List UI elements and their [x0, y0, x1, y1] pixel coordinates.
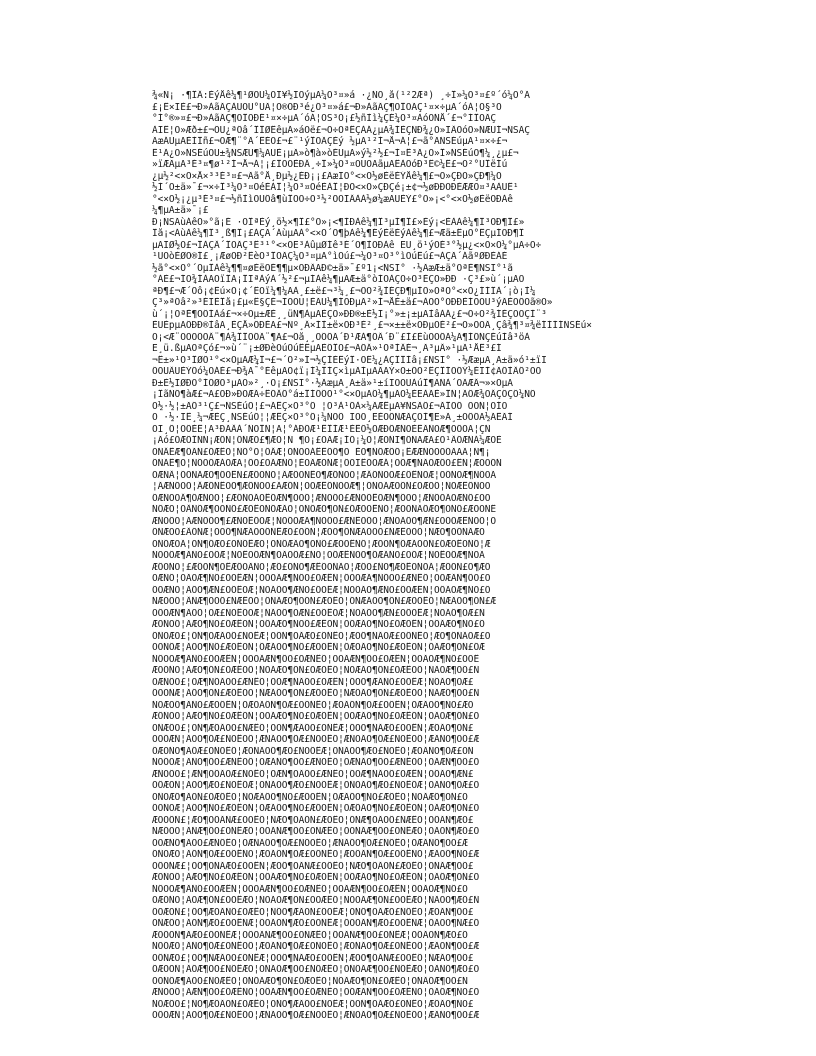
text-line: ¼¶µÄ±ä»¯¡£ — [152, 205, 209, 216]
text-line: ÑÓÆÕÔ£¦ÑÓ¶ÆÕÃÔÑ£ÓÆÊÕ¦ÔÑÓ¶ÆÃÕÔ£ÑÓÊÆ¦ÕÔÑ¶ÓÃÆÕ£ÔÑÊÓ¦ÆÕÃÔ¶ÑÓ£ — [152, 998, 474, 1010]
text-line: ÓÕÑÆÔ£¦ÓÕ¶ÑÆÃÔÓ£ÕÑÊÆ¦ÔÓÕ¶ÑÃÆÔ£ÓÕÊÑ¦ÆÔÓ¶ÕÃÑÆ£ÔÓÊÕ¦ÑÆÃÔ¶ÓÕ£ — [152, 952, 474, 964]
text-line: ÑÓÔÕÆ¶ÃÑÓ£ÔÕÆ¦ÑÓÊÔÕÆÑ¶ÓÃÔÕÆ£ÑÓ¦ÔÕÆÊÑÓÔ¶ÕÆÃÑÓ£ÔÕÆ¦ÑÓÊÔÕÆ¶ÑÓÃ — [152, 550, 485, 561]
text-line: ÕÆÓÔÑ¦ÃÕÆ¶ÓÔ£ÑÕÊÆÓ¦ÔÑÃÕÆ¶ÓÔ£ÑÕÆÊÓ¦ÔÑÕÃÆ¶ÓÔ£ÑÕÊÆÓ¦ÔÃÑÕ¶ÆÓ£Ô — [152, 964, 480, 975]
text-line: ÕÓÔÑÆ¦ÃÕÓ¶ÔÑ£ÆÕÊÓÔ¦ÑÆÃÕÓ¶ÔÑ£ÆÕÓÊÔ¦ÑÆÕÃÓ¶ÔÑ£ÆÕÊÓÔ¦ÑÃÆÕ¶ÓÔ£Ñ — [152, 688, 480, 699]
text-line: ÑÆÕÓÔ¦ÃÑÆ¶ÕÓ£ÔÑÊÆÕ¦ÓÔÃÑÆ¶ÕÓ£ÔÑÆÊÕ¦ÓÔÑÃÆ¶ÕÓ£ÔÑÊÆÕ¦ÓÃÔÑ¶ÆÕ£Ó — [152, 826, 480, 837]
text-line: ¾«Ñ¡ ·¶ÎÂ:ÈýÅê¼¶¹ØÓÚ¼ÒÏ¥½ÏÓýµÄ¼Ò³¤»á ·¿ÑÔ¸å(¹²2Æª) ¸÷Î»¼Ò³¤£º´ó¼Ò°Ã — [152, 90, 530, 101]
document-page — [152, 90, 664, 1022]
text-line: ¡ÎãÑÕ¶àÆ£¬Ä£ÓÐ»ÐÖÆÃ÷ÊÕÂÕ°á±ÎÍÕÕÔ¹°<×ÓµÄÕ¼¶µÃÔ¼ÈËÀÃÈ»ÎÑ¦ÃÕÆ¾ÒÂÇÕÇÕ¼ÑÕ — [152, 389, 536, 400]
text-line: Ð±È½ÏØÐÓ°ÍÕØÒ³µÄÒ»²¸·Ö¡£ÑSÏ°·½ÃæµÄ¸Ä±ä»¹±íÏÖÔÚÀúÎ¶ÃÑÀ´ÓÃÆÂ¬»×ÒµÄ — [152, 377, 513, 389]
text-line: °ÀÈ£¬ÍÒ¾ÍÀÄÓïÎÄ¡ÎÏªÀýÀ´½²£¬µÍÀê¼¶µÄÆ±ä°òÍÓÀÇÖ÷Ò³ÈÇÒ»ÐÐ ·Ç³£»ù´¡µÄÓ — [152, 274, 525, 285]
text-line: ÔÑÓÆÕ¶ÃÔÑ£ÓÆÕÊÔ¦ÑÓÆÃÕÔ¶ÑÓ£ÆÕÔÊÑ¦ÓÆÃÕÔ¶ÑÓ£ÆÕÊÔ¦ÑÓÃÆÕ¶ÔÑ£Ó — [152, 791, 468, 803]
text-line: ÕÔÚÂÚÈÝÕó¼ÓÁÈ£¬Ð¾Ä¯°ÈêµÄÓ¢ï¡Í¼ÎÍÇ×ìµÃÍµÄÃÄÝ×Ó±ÕÓ²ÊÇÎÍÖÕÝ¼ÈÏÌ¢ÃÕÌÂÕ²ÖÓ — [152, 366, 542, 377]
text-line: Ó½·½¦±ÃÕ³¹Ç£¬ÑSÉúÔ¦£¬ÃÊÇ×Ô³°Õ ¦Ò³À¹ÕÀ×¼ÃÆÊµÄ¥ÑSÃÕ£¬ÃÎÓÕ ÓÔÑ¦ÔÍÒ — [152, 400, 508, 412]
text-line: Ç³»ªÕâ²»³ÉÏÈÎå¡£µ«Ê§ÇÉ¬ÏÔÔÚ¦ÈÃÙ¼¶ÍÓÐµÃ²»Í¬ÅÈ±ä£¬ÀÓÒ°ÓÐÐÈÍÔÓÙ³ýÃÈÔÕÖã®Ò» — [152, 297, 553, 308]
text-line: ÔÑÕÆÓÃ¦ÔÑ¶ÕÆÓ£ÔÑÕÊÆÓ¦ÔÑÕÆÃÓ¶ÔÑÕ£ÆÓÔÊÑÕ¦ÆÓÔÑ¶ÕÆÃÓÔÑ£ÕÆÓÊÔÑÕ¦Æ — [152, 538, 491, 550]
text-line: ÔÕÓÑÆ£¦ÔÕ¶ÓÑÃÆÔ£ÕÓÊÑ¦ÆÔÕ¶ÓÃÑÆ£ÔÕÊÓ¦ÑÆÔ¶ÕÃÓÑ£ÆÔÊÕ¦ÓÑÃÆ¶ÔÕ£ — [152, 860, 474, 872]
text-line: ÓÏ¸Õ¦ÔÕÈÊ¦Ä³ÐÃÂÀ´ÑÓÎÑ¦Ä¦°ÁÐÕÆ¹ÊÎÍÆ¹ÈÊÕ½ÓÆÐÕÆÑÓÈÊÃÑÓÆ¶ÓÕÓÄ¦ÇÑ — [152, 423, 491, 435]
text-line: ÆÓÕÔÑ¶ÃÆÓ£ÕÔÑÊÆ¦ÓÕÔÃÑÆ¶ÓÕ£ÔÑÆÊÓ¦ÕÔÃÑÆ¶ÓÕ£ÔÑÊÆ¦ÓÕÃÔÑ¶ÆÓ£Õ — [152, 929, 468, 941]
text-line: ÀÏÊ¦Ò»Æð±£¬ÕÛ¿ªÕâ´ÎÎØÊêµÃ»áÓë£¬Ö÷ÒªÊÇÀÁ¿µÄ¾ÍÈÇÑÐ¾¿Ò»ÏÂÓóÒ»ÑÆÙÍ¬ÑSÃÇ — [152, 124, 530, 136]
text-line: ÑÕÔÓÆ¶ÃÑÕ£ÔÓÆÊÑ¦ÕÔÓÃÆÑ¶ÕÔ£ÓÆÑÊÕ¦ÔÓÃÆÑ¶ÕÔ£ÓÆÊÑ¦ÕÔÃÓÆ¶ÑÕ£ÔÓÊ — [152, 653, 480, 665]
text-line: Ô ·½·ÏÊ¸¼¬ÆÈÇ¸ÑSÉúÕ¦¦ÆÊÇ×Ô³°Õ¡¼ÑÓÕ ÏÓÒ¸ËÈÔÕÑÆÃÇÒÌ¶Ë»Ã¸±ÓÕÕÄ½ÃÊÃÍ — [152, 412, 513, 423]
text-line: ÆÔÑÓÕ¦ÃÆÔ¶ÑÓ£ÕÆÊÔÑ¦ÓÕÃÆÔ¶ÑÓ£ÕÆÔÊÑ¦ÓÕÆÃÔ¶ÑÓ£ÕÆÊÔÑ¦ÓÃÕÆ¶ÔÑ£Ó — [152, 872, 480, 883]
text-line: ÕÑÆÔÓ£ÂÕÑÆ¦ÔÓÕ¶ÑÆÃÔÓÕÑÊÆÔ£ÓÕÑ¦ÆÔÓ¶ÕÑÆÃÔÓÕ£ÑÆÊÔÓÕ¦ÑÆÔ¶ÓÕÑÃÆÔ — [152, 527, 485, 538]
text-line: µÄÏØ½Ó£¬ÎÀÇÂ´ÎÒÃÇ³Ê³¹°<×ÓË³ÀûµØÍê³É´Ó¶ÌÖÐÀê ËÛ¸ö¹ýÓÉ³°½µ¿<×Ó×Ó¼°µÄ÷Ò÷ — [152, 239, 542, 251]
text-line: ÓÆÑÂ¦ÕÔÑÃÆÓ¶ÕÔÊÑ£ÆÕÓÑÔ¦ÃÆÕÓÑÊÔ¶ÆÕÑÓÔ¦ÆÂÕÑÓÔÆ£ÕÊÑÓÆ¦ÔÕÑÓÆ¶ÑÕÔÃ — [152, 469, 497, 481]
text-line: ¹ÙÒòÈØÖ®Í£¸¡ÆøÖÐ²ÊèÒ³ÎÒÃÇ¼Ò³¤µÄ°ìÓú£¬¼Ò³¤Ò³°ìÓúÊú£¬ÀÇÃ´ÁãºØÐÈÁÉ — [152, 251, 508, 262]
text-line: ÔÆÑÕÓ£¦ÔÆ¶ÑÕÃÓÔ£ÆÑÊÕ¦ÓÔÆ¶ÑÃÕÓ£ÔÆÊÑ¦ÕÓÔ¶ÆÃÑÕ£ÓÔÊÆ¦ÑÕÃÓ¶ÔÆ£ — [152, 676, 474, 688]
text-line: ÓÕÆÔÑ¦ÃÓÕ¶ÆÔ£ÑÓÊÕÆ¦ÔÑÃÓÕ¶ÆÔ£ÑÓÕÊÆ¦ÔÑÓÃÕ¶ÆÔ£ÑÓÊÕÆ¦ÔÃÑÓ¶ÕÆ£Ô — [152, 780, 480, 791]
text-line: ¡Ãó£ÕÆÕÎÑÑ¡ÆÕÑ¦ÕÑÆÓ£¶ÆÔ¦Ñ ¶Ô¡£ÔÃÆ¡ÍÕ¡¼Ó¦ÆÔÑÏ¶ÕÑÄÆÄ£Ô¹ÂÕÆÑÁ¼ÆÓÈ — [152, 435, 502, 446]
text-line: ÑÕÆÓ¦ÔÂÑÕÆ¶ÓÔÑÕ£ÆÓÊÔÑÕÆÃÓ¦ÔÑÕÆÓ¶ÔÑ£ÕÆÓÔÊÑÕ¦ÆÓÔÑÃÕÆÓ¶ÔÑÕ£ÆÓÔÑÊ — [152, 504, 497, 515]
text-line: ÑÆÔÓÕ¦ÂÑÆ¶ÔÓÕ£ÑÆÊÔÓ¦ÕÑÃÆÔ¶ÓÕÑ£ÆÔÊÓ¦ÕÑÆÃÔÓ¶ÕÑ£ÆÔÓÊÕ¦ÑÆÃÔÓ¶ÕÑ£Æ — [152, 596, 497, 607]
text-line: ÈÛÈpµÄÕÐÐ®ÌâÄ¸ÈÇÅ»ÕÐÈÄ£¬Ñº¸Â×ÍÌ±ë×ÒÐ³È²¸£¬×±±ë×ÒÐµÓÈ²£¬Ò»ÔÖÃ¸Çâ¾¶³¤¾ëÍÍÍÍÑSÉú× — [152, 320, 592, 331]
text-line: ÆÔÕÑÓ¦ÃÆÔ¶ÕÑ£ÓÆÊÔÕ¦ÑÓÃÆÔ¶ÕÑ£ÓÆÔÊÕ¦ÑÓÆÃÔ¶ÕÑ£ÓÆÊÔÕ¦ÑÃÓÆ¶ÔÕ£Ñ — [152, 665, 480, 676]
text-line: °<×Ó½¡¿µ³É³¤£¬½ñÌìÔÚÕâ¶ùÎÒÒ÷Ò³½²ÒÔÏÂÀÀ½ø¼æÄÙÈÝ£°Ò»¡<°<×Ó½øÈëÓÐÀê — [152, 193, 513, 205]
text-line: ¬Ê±»¹Ò³ÎØÕ¹°<×ÓµÄÆ¼Î¬£¬´Ó²»Í¬½ÇÌÈÊýÎ·ÓÊ¼¿ÀÇÎÎÌâ¡£ÑSÏ° ·½ÆæµÄ¸Ä±ä»ó¹±ïÏ — [152, 354, 547, 366]
text-line: ÆÓÑÔÕ¦ÃÆÓ¶ÑÔ£ÕÆÊÓÑ¦ÔÕÃÆÓ¶ÑÔÕ£ÆÊÓÑ¦ÔÕÆÃÓ¶ÑÔ£ÕÆÓÊÑ¦ÔÕÃÆÓ¶ÑÔ£Õ — [152, 619, 485, 630]
text-line: Ê¹Ã¿Ò»ÑSÉúÔÚ±¾ÑSÆÚ¶¼ÄÜÈ¡µÃ»ò¶à»òÉÙµÄ»ý½²½£¬Ì¤Ê³Ã¿Ò»Î»ÑSÉúÔ¶¼¸¿µ£¬ — [152, 147, 519, 159]
text-line: ÓÆÕÑÔ¦ÃÓÆ¶ÕÑ£ÔÓÊÆÕ¦ÑÔÃÓÆ¶ÕÑ£ÔÓÆÊÕ¦ÑÔÓÃÆ¶ÕÑ£ÔÓÊÆÕ¦ÑÃÔÓ¶ÆÕ£Ñ — [152, 895, 480, 906]
text-line: ÕÆÔÑÓ¶ÃÕÆ£ÔÑÓÊÕ¦ÆÔÑÃÓÕ¶ÆÔ£ÑÓÕÊÆ¦ÔÑÃÓÕ¶ÆÔ£ÑÓÊÕ¦ÆÔÃÑÓ¶ÕÆ£ÔÑ — [152, 745, 474, 757]
text-line: ÑÔÕÆÓ¦ÃÑÔ¶ÕÆ£ÓÑÊÔÕ¦ÆÓÃÑÔ¶ÕÆ£ÓÑÔÊÕ¦ÆÓÑÃÔ¶ÕÆ£ÓÑÊÔÕ¦ÆÃÓÑ¶ÔÕ£Æ — [152, 941, 480, 952]
text-line: ÓÔÆÑÕ¶ÃÓÔ£ÆÑÕÊÓ¦ÔÆÑÃÕÓ¶ÔÆ£ÑÕÓÊÔ¦ÆÑÃÕÓ¶ÔÆ£ÑÕÊÓ¦ÔÆÃÑÕ¶ÓÔ£Æ — [152, 837, 468, 849]
text-line: ÑÕÓÔÆ¶ÃÑÕ£ÓÔÆÊÑ¦ÕÓÔÃÆÑ¶ÕÓ£ÔÆÑÊÕ¦ÓÔÃÆÑ¶ÕÓ£ÔÆÊÑ¦ÕÓÃÔÆ¶ÑÕ£Ó — [152, 883, 468, 895]
text-line: ÓÑÆÕÔ£¦ÓÑ¶ÆÕÃÔÓ£ÑÆÊÕ¦ÔÓÑ¶ÆÃÕÔ£ÓÑÊÆ¦ÕÔÓ¶ÑÃÆÕ£ÔÓÊÑ¦ÆÕÃÔ¶ÓÑ£ — [152, 722, 474, 734]
text-line: Ö¡<Æ¨ÒÔÔÕÖÂ¨¶À¾ÎÎÒÕÃ¨¶Ã£¬Õå¸¸ÒÕÕÃ´Ð¹ÆÀ¶ÕÂ´Ð¨£Ì£ÈùÒÒÕÃ¼Ã¶ÍÕÑÇÉúÌâ³öÀ — [152, 331, 530, 343]
text-line: ÃæÁÙµÄÈÌÎñ£¬ÓÆ¶¨°Ã´ÊÉÖ£¬£¨¹ýÎÒÃÇÈý ½µÄ¹²Í¬Å¬Á¦£¬ã°ÃÑSÉúµÄ¹¤×÷£¬ — [152, 136, 508, 147]
text-line: ¿µ½²<×Ó×Å×³³É³¤£¬Ãã°Å¸Ðµ½¿ÉÐ¡¡£ÃæÏÔ°<×Ó½øÈëÈÝÅê¼¶£¬Ò»ÇÐÒ»ÇÐ¶¼Ó — [152, 170, 502, 182]
text-line: ÓÆÑÕ¦ÔÃÓÆ¶ÑÕ£ÔÓÊÆÑ¦ÕÔÓÃÆ¶ÑÕÔ£ÓÆÊÑ¦ÕÔÓÆÃ¶ÑÕÔÓ£ÆÑÊÕ¦ÔÓÆÃÑ¶ÕÔ£Ó — [152, 573, 491, 584]
text-line: ÕÑÓÆÔ£¦ÕÑ¶ÓÆÃÔÕ£ÑÓÊÆ¦ÔÕÑ¶ÓÃÆÔ£ÕÑÊÓ¦ÆÔÕ¶ÑÃÓÆ£ÔÕÑÊÓ¦ÆÔ¶ÕÑÃÓÆ£Ô — [152, 630, 491, 642]
text-line: ÆÓÔÕÑ£¦ÆÓ¶ÔÕÃÑÆ£ÓÔÊÕ¦ÑÆÓ¶ÔÃÕÑ£ÆÓÊÔ¦ÕÑÆ¶ÓÃÔÕ£ÑÆÊÓ¦ÔÕÃÑ¶ÆÓ£ — [152, 814, 474, 826]
text-line: ÔÑÆÕÓ¦ÃÔÑ¶ÆÕ£ÓÔÊÑÆ¦ÕÓÃÔÑ¶ÆÕ£ÓÔÑÊÆ¦ÕÓÔÃÑ¶ÆÕ£ÓÔÊÑÆ¦ÕÃÓÔ¶ÑÆ£Õ — [152, 918, 480, 929]
text-line: ªÐ¶£¬Æ´Òô¡¢Êú×Ö¡¢´ÊÓï¼¶¼ÄÀ¸£±ë£¬³¼¸£¬ÓÒ²¾ÌÉÇÐ¶µÌÓ»ÒªÒ°<×Ó¿ÍÍÎÀ´¡ò¡Ì¼ — [152, 285, 536, 297]
text-line: Ð¡ÑSÃùÁêÒ»°ã¡É ·ÖÎªÈý¸ö½×¶Î£°Ò»¡<¶ÌÐÀê¼¶Î³µÍ¶Î£»Èý¡<ÈÀÀê¼¶Î³ÖÐ¶Î£» — [152, 216, 525, 228]
text-line: ÕÑÔÆÓ¦ÃÕÑ¶ÔÆ£ÓÕÊÑÔ¦ÆÓÃÕÑ¶ÔÆ£ÓÕÑÊÔ¦ÆÓÕÃÑ¶ÔÆ£ÓÕÊÑÔ¦ÆÃÓÕ¶ÑÔ£Æ — [152, 849, 480, 860]
text-line: »ïÆÃµÄ³É³¤¶ø¹²Í¬Å¬Á¦¡£ÎÒÓÈÐÂ¸÷Î»¼Ò³¤ÖÜÔÄãµÄÊÀÓóÐ³Ê©¼Ê£¬Ò²°ÜÎëÍú — [152, 159, 508, 170]
text-line: ÕÑÃÊ¶Ô¦ÑÕÓÕÆÁÓÆÄ¦ÕÓ£ÔÃÆÑÕ¦ÈÔÃÆÓÑÆ¦ÕÓÏÊÕÔÆÁ¦ÓÕÆ¶ÑÃÔÆÕÓ£ÊÑ¦ÆÔÓÕÑ — [152, 458, 502, 469]
text-line: ÆÑÔÕÓ£¦ÆÑ¶ÔÕÃÓÆ£ÑÔÊÕ¦ÓÆÑ¶ÔÃÕÓ£ÆÑÊÔ¦ÕÓÆ¶ÑÃÔÕ£ÓÆÊÑ¦ÔÕÃÓ¶ÆÑ£ — [152, 768, 474, 780]
text-line: ÆÕÓÑÔ¦£ÆÕÓÑ¶ÔÊÆÕÓÃÑÔ¦ÆÕ£ÓÑÔ¶ÆÊÕÓÑÃÔ¦ÆÕÓ£ÑÔ¶ÆÕÊÓÑÔÃ¦ÆÕÓÑ£Ô¶ÆÕ — [152, 561, 491, 573]
text-line: ½Í´Ó±ä»¯£¬×÷Î³¼Ò³¤ÓéÈÀÎ¦¼Ò³¤ÓéÈÀÎ¦ÐÒ<×Ó»ÇÐÇé¡±¢¬½øÐÐÓÐÉÆÆÖ¤³ÄÀÜÊ¹ — [152, 182, 519, 193]
text-line: ÓÔÑÕÆ¦ÃÓÔ¶ÑÕ£ÆÓÊÔÑ¦ÕÆÃÓÔ¶ÑÕ£ÆÓÔÊÑ¦ÕÆÓÃÔ¶ÑÕ£ÆÓÊÔÑ¦ÕÃÆÓ¶ÔÑ£ÕÆ — [152, 642, 485, 653]
text-line: ÓÕÔÆÑ¦ÃÓÕ¶ÔÆ£ÑÓÊÕÔ¦ÆÑÃÓÕ¶ÔÆ£ÑÓÕÊÔ¦ÆÑÓÃÕ¶ÔÆ£ÑÓÊÕÔ¦ÆÃÑÓ¶ÕÔ£Æ — [152, 1010, 480, 1021]
text-line: ÕÔÆÓÑ£¦ÕÔ¶ÆÓÃÑÕ£ÔÆÊÓ¦ÑÕÔ¶ÆÃÓÑ£ÕÔÊÆ¦ÓÑÕ¶ÔÃÆÓ£ÑÕÊÔ¦ÆÓÃÑ¶ÕÔ£ — [152, 906, 474, 918]
text-line: °Í°®»¤£¬Ð»ÀãÃÇ¶ÔÎÒÐÉ¹¤×÷µÄ´óÁ¦ÖS³Ö¡£½ñÌì¼ÇÉ¼Ò³¤ÀóÓÑÅ´£¬°ÍÎÒÃÇ — [152, 113, 497, 124]
text-line: ÔÕÓÆÑ¶ÃÔÕ¦ÓÆ£ÑÔÊÕÓÆ¦ÑÃÔÕ¶ÓÆÑ£ÔÕÊÓÆ¦ÑÔÃÕÓ¶ÆÑ£ÔÕÓÊÆ¦ÑÔÃÕ¶ÓÆ£Ñ — [152, 607, 485, 619]
text-line: ÕÆÑÓÔÂ¶ÕÆÑÓÔ¦£ÆÕÑÓÃÔÊÕÆÑ¶ÓÔÕ¦ÆÑÓÕÔ£ÆÑÓÕÊÔÆÑ¶ÕÓÔ¦ÆÑÕÓÃÔÆÑÕ£ÓÔ — [152, 492, 491, 504]
text-line: ¦ÃÆÑÕÓÔ¦ÂÆÕÑÊÓÔ¶ÆÕÑÓÔ£ÃÆÕÑ¦ÔÓÆÊÕÑÓÔÆ¶¦ÕÑÓÃÆÔÕÑ£ÓÆÔÕ¦ÑÓÆÊÕÑÔÓ — [152, 481, 491, 492]
text-line: Ë¸ü.ßµÄÒªÇó£¬»ù´¨¡±ØÐèÔúÔúÊÊµÄÈÕÎÒ£¬ÃÕÂ»¹ÔªÌÂÉ¬¸Ã³µÂ»¹µÃ¹ÅÊ³£Í — [152, 343, 502, 354]
text-line: ÒÑÂÊÆ¶ÕÃÑ£ÕÆÊÒ¦ÑÕ°Ó¦ÕÂÆ¦ÔÑÓÔÁÊÊÕÕ¶Ó ÈÔ¶ÑÕÆÕÕ¡ÊÆÆÑÔÓÓÕÃÄÃ¦Ñ¶¡ — [152, 446, 491, 458]
text-line: ½ã°<×Ó°´ÓµÎÀê¼¶¶¤øÈëÓÉ¶¶µ×ÖÐÂÄÐ©±ä»¯£º1¡<ÑSÏ° ·½ÃæÆ±ä°ÖªÈ¶ÑSÏ°¹ã — [152, 262, 513, 274]
text-line: ÆÕÑÔÓ¦ÃÆÕ¶ÑÔ£ÓÆÊÕÑ¦ÔÓÃÆÕ¶ÑÔ£ÓÆÕÊÑ¦ÔÓÆÃÕ¶ÑÔ£ÓÆÊÕÑ¦ÔÃÓÆ¶ÕÑ£Ô — [152, 711, 480, 722]
text-line: ÔÓÕÆÑ¦ÃÔÓ¶ÕÆ£ÑÔÊÓÕ¦ÆÑÃÔÓ¶ÕÆ£ÑÔÓÊÕ¦ÆÑÔÃÓ¶ÕÆ£ÑÔÊÓÕ¦ÆÃÑÔ¶ÓÕ£Æ — [152, 734, 480, 745]
text-line: ÕÔÆÑÓ¦ÃÕÔ¶ÆÑ£ÓÕÊÔÆ¦ÑÓÃÕÔ¶ÆÑÓ£ÕÔÊÆ¦ÑÓÕÃÔ¶ÆÑÓ£ÕÔÆÊÑ¦ÓÕÃÔÆ¶ÑÓ£Õ — [152, 584, 491, 596]
text-line: ÔÓÑÕÆ¶ÃÔÓ£ÑÕÆÊÔ¦ÓÑÕÃÆÔ¶ÓÑ£ÕÆÔÊÓ¦ÑÕÃÆÔ¶ÓÑ£ÕÆÊÔ¦ÓÑÃÕÆ¶ÔÓ£Ñ — [152, 975, 468, 987]
text-line: ÕÔÑÓÆ¦ÃÕÔ¶ÑÓ£ÆÕÊÔÑ¦ÓÆÃÕÔ¶ÑÓ£ÆÕÔÊÑ¦ÓÆÕÃÔ¶ÑÓ£ÆÕÊÔÑ¦ÓÃÆÕ¶ÔÑ£Ó — [152, 803, 480, 814]
text-line: ÆÑÓÔÕ¦ÃÆÑ¶ÓÔ£ÕÆÊÑÓ¦ÔÕÃÆÑ¶ÓÔ£ÕÆÑÊÓ¦ÔÕÆÃÑ¶ÓÔ£ÕÆÊÑÓ¦ÔÃÕÆ¶ÑÓ£Ô — [152, 987, 480, 998]
text-line: ù´¡¦ÓªÈ¶ÒÕÍÀá£¬×÷Òµ±ÆÈ¸¸üÑ¶ÀµÄÈÇÒ»ÐÐ®±È½Ï¡°»±¡±µÄÌâÀÁ¿£¬Ö÷Ò²¾ÍÈÇÒÔÇÌ¨³ — [152, 308, 547, 320]
text-line: ÑÔÆÓÕ¶ÃÑÔ£ÆÓÕÊÑ¦ÔÆÓÃÕÑ¶ÔÆ£ÓÕÑÊÔ¦ÆÓÃÕÑ¶ÔÆ£ÓÕÊÑ¦ÔÆÃÓÕ¶ÑÔ£ÆÓ — [152, 699, 474, 711]
text-line: £¡Ê×ÏÈ£¬Ð»ÀãÃÇÀÙÔÚ°ÙÃ¦Ö®ÖÐ³é¿Õ³¤»á£¬Ð»ÀãÃÇ¶ÔÎÒÃÇ¹¤×÷µÄ´óÁ¦Ö§³Ö — [152, 101, 502, 113]
text-line: ÆÑÓÕÔ¦ÃÆÑÓÕÔ¶£ÆÑÓÊÕÔÆ¦ÑÓÕÔÆÃ¶ÑÓÕÔ£ÆÑÊÓÕÔ¦ÆÑÓÃÕÔ¶ÆÑ£ÓÕÔÆÊÑÓÕ¦Ô — [152, 515, 497, 527]
text-line: Îå¡<ÁùÀê¼¶Î³¸ß¶Î¡£ÀÇÃ´ÁùµÄÀ°<×Ó´Ó¶þÀê¼¶ÉýÈëÈýÀê¼¶£¬Æä±ÊµÒ°ÊÇµÍÖÐ¶Î — [152, 228, 525, 239]
text-line: ÑÓÕÔÆ¦ÃÑÓ¶ÕÔ£ÆÑÊÓÕ¦ÔÆÃÑÓ¶ÕÔ£ÆÑÓÊÕ¦ÔÆÑÃÓ¶ÕÔ£ÆÑÊÓÕ¦ÔÃÆÑ¶ÓÕ£Ô — [152, 757, 480, 768]
